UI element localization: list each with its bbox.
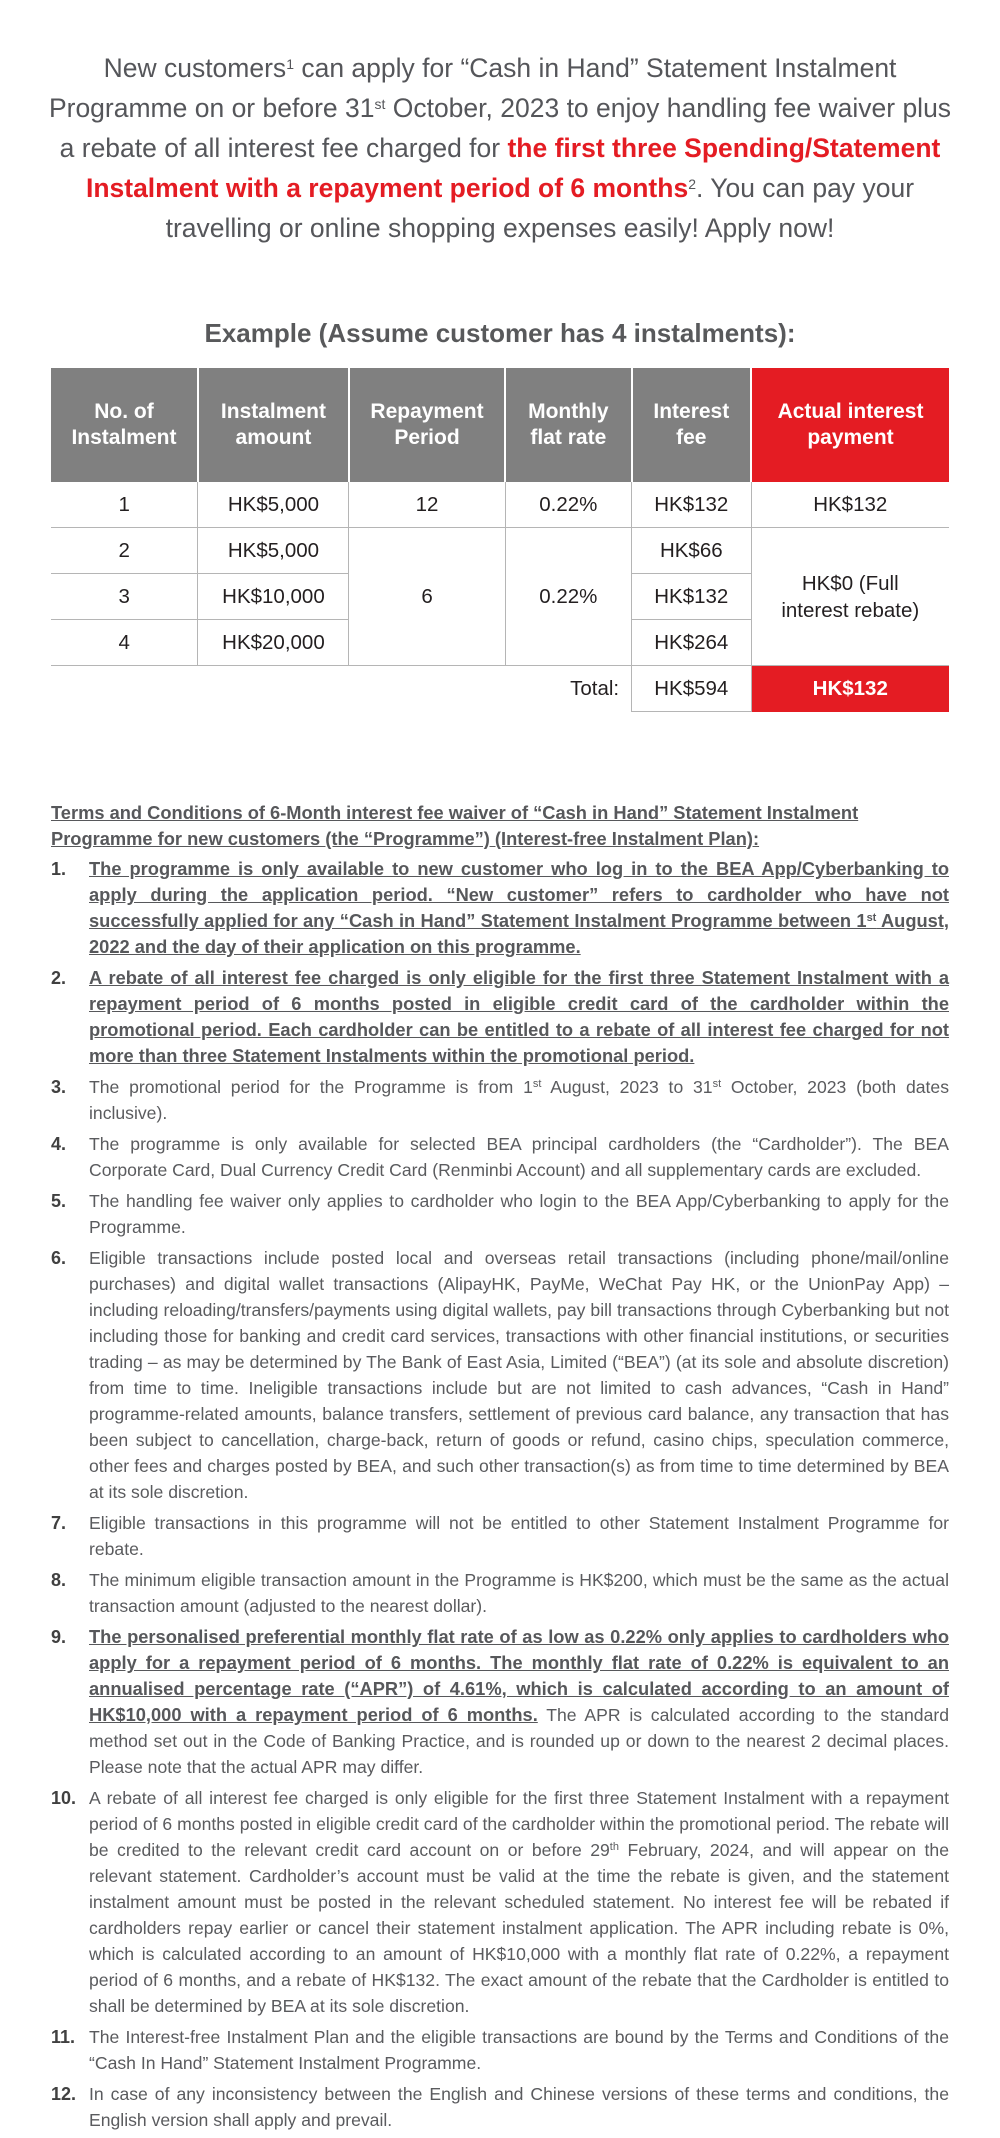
cell-actual: HK$132 — [751, 482, 949, 528]
term-number: 2. — [51, 968, 67, 988]
header-interest-fee: Interest fee — [632, 368, 751, 482]
term-text: The handling fee waiver only applies to cardholder who login to the BEA App/Cyberbanking to apply for the Programme. — [89, 1191, 949, 1237]
cell-fee: HK$132 — [632, 574, 751, 620]
intro-text-4: . You can pay your travelling or online shopping expenses easily! Apply now! — [165, 173, 915, 243]
term-text: A rebate of all interest fee charged is only eligible for the first three Statement Instalment with a repayment period of 6 months posted in eligible credit card of the cardholder within the promotional period. Each cardholder can be entitled to a rebate of all interest fee charged for not more than three Statement Instalments within the promotional period. — [89, 967, 949, 1066]
term-text: Eligible transactions include posted local and overseas retail transactions (including phone/mail/online purchases) and digital wallet transactions (AlipayHK, PayMe, WeChat Pay HK, or the UnionPay App) – including reloading/transfers/payments using digital wallets, pay bill transactions through Cyberbanking but not including those for banking and credit card services, transactions with other financial institutions, or securities trading – as may be determined by The Bank of East Asia, Limited (“BEA”) (at its sole and absolute discretion) from time to time. Ineligible transactions include but are not limited to cash advances, “Cash in Hand” programme-related amounts, balance transfers, settlement of previous card balance, any transaction that has been subject to cancellation, charge-back, return of goods or refund, casino chips, speculation commerce, other fees and charges posted by BEA, and such other transaction(s) as from time to time determined by BEA at its sole discretion. — [89, 1248, 949, 1502]
intro-highlight: the first three Spending/Statement Instalment with a repayment period of 6 months — [85, 133, 941, 203]
term-item — [51, 1245, 949, 1505]
intro-paragraph — [40, 48, 960, 248]
term-item — [51, 2081, 949, 2133]
term-item — [51, 2024, 949, 2076]
cell-amount: HK$5,000 — [198, 528, 349, 574]
term-text-part: February, 2024, and will appear on the relevant statement. Cardholder’s account must be valid at the time the rebate is given, and the statement instalment amount must be posted in the relevant scheduled statement. No interest fee will be rebated if cardholders repay earlier or cancel their statement instalment application. The APR including rebate is 0%, which is calculated according to an amount of HK$10,000 with a monthly flat rate of 0.22%, a repayment period of 6 months, and a rebate of HK$132. The exact amount of the rebate that the Cardholder is entitled to shall be determined by BEA at its sole discretion. — [89, 1840, 949, 2016]
term-item — [51, 1567, 949, 1619]
cell-no: 1 — [51, 482, 198, 528]
table-header-row — [51, 368, 949, 482]
term-item — [51, 1624, 949, 1780]
term-item — [51, 1074, 949, 1126]
cell-no: 4 — [51, 620, 198, 666]
term-item — [51, 856, 949, 960]
cell-period-merged: 6 — [349, 528, 505, 666]
term-number: 7. — [51, 1513, 67, 1533]
ordinal-suffix: st — [374, 96, 386, 112]
table-row — [51, 482, 949, 528]
intro-text-2: can apply for “Cash in Hand” Statement Instalment Programme on or before 31 — [48, 53, 897, 123]
terms-heading: Terms and Conditions of 6-Month interest fee waiver of “Cash in Hand” Statement Instalment Programme for new customers (the “Programme”) (Interest-free Instalment Plan): — [51, 802, 859, 849]
ordinal-suffix: th — [609, 1841, 619, 1853]
cell-amount: HK$20,000 — [198, 620, 349, 666]
footnote-1: 1 — [286, 56, 294, 72]
term-number: 8. — [51, 1570, 67, 1590]
term-text: The minimum eligible transaction amount in the Programme is HK$200, which must be the same as the actual transaction amount (adjusted to the nearest dollar). — [89, 1570, 949, 1616]
term-number: 5. — [51, 1191, 67, 1211]
footnote-2: 2 — [688, 176, 696, 192]
term-number: 11. — [51, 2027, 76, 2047]
cell-fee: HK$66 — [632, 528, 751, 574]
term-text-part: The promotional period for the Programme is from 1 — [89, 1077, 533, 1097]
header-actual-interest-payment: Actual interest payment — [751, 368, 949, 482]
terms-list — [51, 856, 949, 2133]
ordinal-suffix: st — [712, 1078, 722, 1090]
cell-fee: HK$264 — [632, 620, 751, 666]
intro-text-1: New customers — [103, 53, 287, 83]
term-text-part: A rebate of all interest fee charged is only eligible for the first three Statement Instalment with a repayment period of 6 months posted in eligible credit card of the cardholder within the promotional period. The rebate will be credited to the relevant credit card account on or before 29 — [89, 1788, 949, 1860]
intro-text-3: October, 2023 to enjoy handling fee waiver plus a rebate of all interest fee charged for — [59, 93, 952, 163]
cell-period: 12 — [349, 482, 505, 528]
term-item — [51, 1188, 949, 1240]
total-label: Total: — [51, 666, 632, 712]
ordinal-suffix: st — [532, 1078, 542, 1090]
term-text: In case of any inconsistency between the English and Chinese versions of these terms and conditions, the English version shall apply and prevail. — [89, 2084, 949, 2130]
term-text — [89, 1788, 949, 2016]
table-total-row — [51, 666, 949, 712]
term-text-bold: The personalised preferential monthly flat rate of as low as 0.22% only applies to cardholders who apply for a repayment period of 6 months. The monthly flat rate of 0.22% is equivalent to an annualised percentage rate (“APR”) of 4.61%, which is calculated according to an amount of HK$10,000 with a repayment period of 6 months. — [89, 1626, 949, 1725]
term-number: 9. — [51, 1627, 67, 1647]
total-actual: HK$132 — [751, 666, 949, 712]
term-item — [51, 1510, 949, 1562]
term-text: The programme is only available for selected BEA principal cardholders (the “Cardholder”). The BEA Corporate Card, Dual Currency Credit Card (Renminbi Account) and all supplementary cards are excluded. — [89, 1134, 949, 1180]
cell-rate-merged: 0.22% — [505, 528, 632, 666]
term-text-part: August, 2022 and the day of their application on this programme. — [89, 910, 950, 957]
table-row — [51, 528, 949, 574]
header-repayment-period: Repayment Period — [349, 368, 505, 482]
term-text — [89, 858, 949, 957]
term-text-part: October, 2023 (both dates inclusive). — [89, 1077, 949, 1123]
cell-actual-merged — [751, 528, 949, 666]
term-item — [51, 965, 949, 1069]
term-text-part: August, 2023 to 31 — [541, 1077, 713, 1097]
ordinal-suffix: st — [866, 912, 877, 924]
cell-amount: HK$10,000 — [198, 574, 349, 620]
term-number: 1. — [51, 859, 67, 879]
cell-amount: HK$5,000 — [198, 482, 349, 528]
terms-section — [51, 800, 949, 2138]
term-text-part: The APR is calculated according to the standard method set out in the Code of Banking Practice, and is rounded up or down to the nearest 2 decimal places. Please note that the actual APR may differ. — [89, 1705, 950, 1777]
header-monthly-flat-rate: Monthly flat rate — [505, 368, 632, 482]
term-text — [89, 1627, 949, 1777]
cell-no: 3 — [51, 574, 198, 620]
term-item — [51, 1131, 949, 1183]
total-fee: HK$594 — [632, 666, 751, 712]
term-text-part: The programme is only available to new customer who log in to the BEA App/Cyberbanking to apply during the application period. “New customer” refers to cardholder who have not successfully applied for any “Cash in Hand” Statement Instalment Programme between 1 — [89, 858, 949, 931]
term-number: 4. — [51, 1134, 67, 1154]
cell-fee: HK$132 — [632, 482, 751, 528]
header-instalment-amount: Instalment amount — [198, 368, 349, 482]
full-rebate-text: HK$0 (Full interest rebate) — [781, 571, 920, 622]
cell-rate: 0.22% — [505, 482, 632, 528]
example-table — [51, 368, 949, 712]
term-item — [51, 1785, 949, 2019]
term-number: 10. — [51, 1788, 77, 1808]
term-text: Eligible transactions in this programme will not be entitled to other Statement Instalment Programme for rebate. — [89, 1513, 949, 1559]
cell-no: 2 — [51, 528, 198, 574]
term-text: The Interest-free Instalment Plan and the eligible transactions are bound by the Terms and Conditions of the “Cash In Hand” Statement Instalment Programme. — [89, 2027, 949, 2073]
term-number: 3. — [51, 1077, 67, 1097]
example-title: Example (Assume customer has 4 instalments): — [204, 318, 796, 348]
term-number: 6. — [51, 1248, 67, 1268]
term-number: 12. — [51, 2084, 77, 2104]
term-text — [89, 1077, 949, 1123]
header-no-of-instalment: No. of Instalment — [51, 368, 198, 482]
